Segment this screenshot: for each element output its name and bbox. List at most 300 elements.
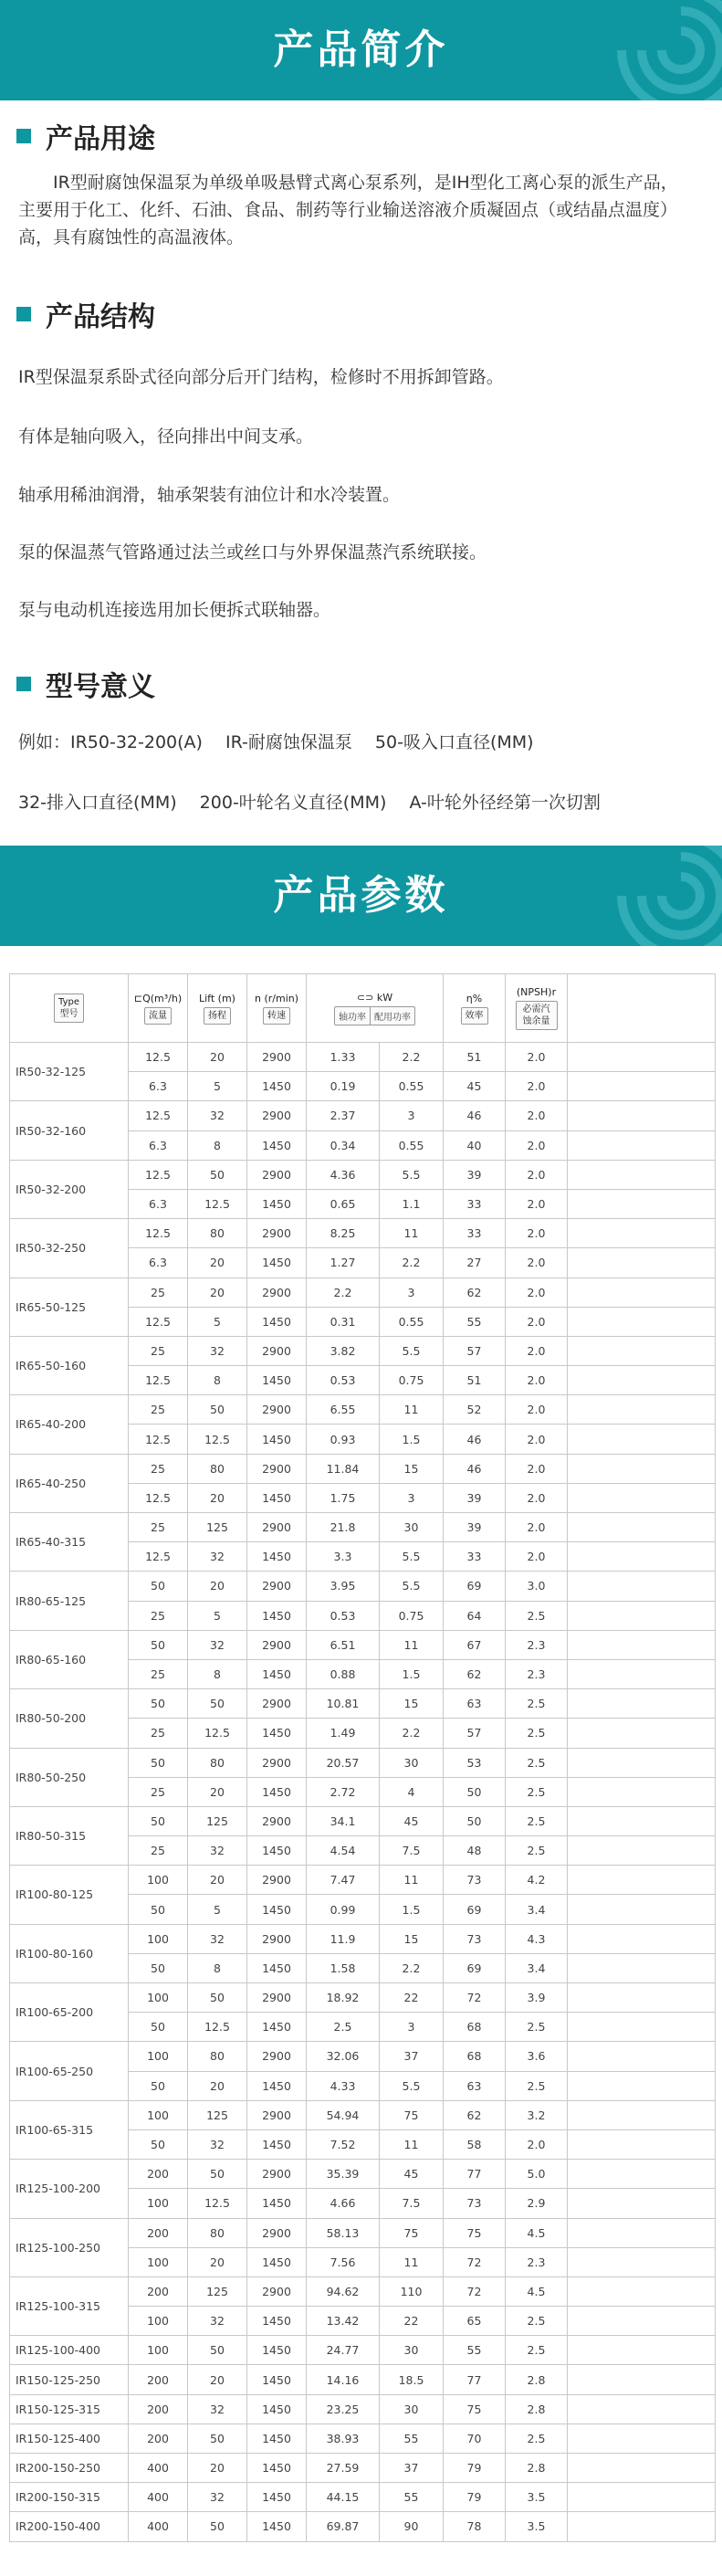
cell-lift: 12.5: [188, 1189, 247, 1218]
cell-speed: 2900: [247, 1160, 307, 1189]
cell-model: IR50-32-250: [10, 1219, 129, 1277]
cell-lift: 32: [188, 2483, 247, 2512]
table-row: [10, 1160, 716, 1189]
cell-speed: 1450: [247, 2189, 307, 2218]
cell-speed: 2900: [247, 1277, 307, 1307]
table-row: [10, 1806, 716, 1835]
cell-lift: 50: [188, 1689, 247, 1719]
cell-model: IR80-65-160: [10, 1630, 129, 1688]
cell-lift: 20: [188, 1483, 247, 1512]
cell-efficiency: 57: [444, 1719, 506, 1748]
cell-npsh: 2.8: [506, 2394, 568, 2424]
cell-shaft-power: 3.82: [307, 1336, 380, 1365]
cell-flow: 100: [129, 2042, 188, 2071]
cell-motor-power: 3: [380, 2013, 444, 2042]
header-flow-cn: 流量: [144, 1007, 172, 1025]
cell-speed: 1450: [247, 2512, 307, 2541]
cell-spacer: [568, 2042, 716, 2071]
cell-shaft-power: 4.66: [307, 2189, 380, 2218]
structure-line-1: IR型保温泵系卧式径向部分后开门结构，检修时不用拆卸管路。: [18, 367, 504, 387]
usage-line-2: 主要用于化工、化纤、石油、食品、制药等行业输送溶液介质凝固点（或结晶点温度）: [18, 200, 678, 220]
cell-speed: 1450: [247, 1189, 307, 1218]
cell-shaft-power: 8.25: [307, 1219, 380, 1248]
section-model-heading: [16, 668, 155, 703]
cell-spacer: [568, 1307, 716, 1336]
cell-motor-power: 22: [380, 1983, 444, 2013]
cell-spacer: [568, 1983, 716, 2013]
cell-shaft-power: 7.52: [307, 2129, 380, 2159]
cell-npsh: 3.2: [506, 2100, 568, 2129]
cell-npsh: 2.5: [506, 2336, 568, 2365]
cell-efficiency: 55: [444, 2336, 506, 2365]
cell-efficiency: 64: [444, 1601, 506, 1630]
cell-lift: 125: [188, 2276, 247, 2306]
cell-speed: 2900: [247, 1983, 307, 2013]
cell-motor-power: 18.5: [380, 2365, 444, 2394]
cell-motor-power: 90: [380, 2512, 444, 2541]
cell-efficiency: 73: [444, 2189, 506, 2218]
cell-lift: 20: [188, 1866, 247, 1895]
cell-flow: 400: [129, 2512, 188, 2541]
cell-lift: 32: [188, 1336, 247, 1365]
cell-speed: 2900: [247, 2042, 307, 2071]
cell-flow: 50: [129, 2129, 188, 2159]
cell-shaft-power: 20.57: [307, 1748, 380, 1777]
cell-lift: 32: [188, 1542, 247, 1572]
cell-model: IR125-100-200: [10, 2160, 129, 2218]
cell-lift: 50: [188, 1395, 247, 1425]
cell-speed: 2900: [247, 2218, 307, 2247]
cell-flow: 50: [129, 2071, 188, 2100]
cell-flow: 25: [129, 1836, 188, 1866]
cell-npsh: 2.0: [506, 1101, 568, 1130]
cell-efficiency: 45: [444, 1072, 506, 1101]
cell-npsh: 2.0: [506, 1483, 568, 1512]
cell-motor-power: 5.5: [380, 2071, 444, 2100]
cell-flow: 6.3: [129, 1189, 188, 1218]
cell-spacer: [568, 1101, 716, 1130]
cell-motor-power: 7.5: [380, 2189, 444, 2218]
header-efficiency: [444, 974, 506, 1043]
cell-model: IR200-150-400: [10, 2512, 129, 2541]
cell-lift: 5: [188, 1895, 247, 1924]
cell-spacer: [568, 1336, 716, 1365]
cell-flow: 200: [129, 2365, 188, 2394]
cell-spacer: [568, 1542, 716, 1572]
cell-motor-power: 2.2: [380, 1248, 444, 1277]
cell-model: IR80-50-250: [10, 1748, 129, 1806]
cell-motor-power: 2.2: [380, 1043, 444, 1072]
cell-spacer: [568, 1130, 716, 1160]
cell-npsh: 2.8: [506, 2454, 568, 2483]
cell-flow: 25: [129, 1659, 188, 1688]
cell-npsh: 2.0: [506, 1425, 568, 1454]
cell-lift: 20: [188, 1777, 247, 1806]
cell-speed: 2900: [247, 1866, 307, 1895]
cell-spacer: [568, 1454, 716, 1483]
table-row: [10, 2276, 716, 2306]
cell-shaft-power: 0.34: [307, 1130, 380, 1160]
cell-model: IR150-125-250: [10, 2365, 129, 2394]
cell-flow: 200: [129, 2424, 188, 2453]
cell-flow: 12.5: [129, 1425, 188, 1454]
cell-shaft-power: 35.39: [307, 2160, 380, 2189]
header-npsh: [506, 974, 568, 1043]
cell-speed: 1450: [247, 1307, 307, 1336]
banner-product-intro: [0, 0, 722, 100]
cell-flow: 50: [129, 1748, 188, 1777]
cell-npsh: 2.0: [506, 1454, 568, 1483]
cell-motor-power: 4: [380, 1777, 444, 1806]
cell-motor-power: 0.75: [380, 1601, 444, 1630]
cell-motor-power: 3: [380, 1277, 444, 1307]
cell-spacer: [568, 2424, 716, 2453]
cell-lift: 8: [188, 1953, 247, 1982]
cell-shaft-power: 2.5: [307, 2013, 380, 2042]
cell-shaft-power: 1.49: [307, 1719, 380, 1748]
cell-shaft-power: 0.53: [307, 1366, 380, 1395]
cell-motor-power: 55: [380, 2483, 444, 2512]
cell-flow: 12.5: [129, 1366, 188, 1395]
banner-product-params: [0, 846, 722, 946]
cell-speed: 2900: [247, 1572, 307, 1601]
cell-motor-power: 1.5: [380, 1425, 444, 1454]
cell-speed: 2900: [247, 1336, 307, 1365]
cell-spacer: [568, 2512, 716, 2541]
cell-shaft-power: 0.65: [307, 1189, 380, 1218]
cell-lift: 80: [188, 1454, 247, 1483]
cell-model: IR65-40-250: [10, 1454, 129, 1512]
cell-motor-power: 110: [380, 2276, 444, 2306]
cell-shaft-power: 24.77: [307, 2336, 380, 2365]
cell-npsh: 2.0: [506, 2129, 568, 2159]
cell-npsh: 2.5: [506, 1748, 568, 1777]
cell-npsh: 2.0: [506, 1542, 568, 1572]
cell-speed: 1450: [247, 2365, 307, 2394]
cell-flow: 25: [129, 1454, 188, 1483]
cell-spacer: [568, 1689, 716, 1719]
cell-npsh: 2.5: [506, 1806, 568, 1835]
cell-spacer: [568, 2218, 716, 2247]
cell-model: IR125-100-250: [10, 2218, 129, 2276]
cell-shaft-power: 0.31: [307, 1307, 380, 1336]
cell-speed: 1450: [247, 2454, 307, 2483]
cell-flow: 12.5: [129, 1043, 188, 1072]
cell-spacer: [568, 1953, 716, 1982]
header-type-en: Type: [58, 997, 79, 1007]
cell-spacer: [568, 2483, 716, 2512]
cell-flow: 12.5: [129, 1101, 188, 1130]
cell-flow: 50: [129, 1689, 188, 1719]
cell-motor-power: 30: [380, 1513, 444, 1542]
header-speed-cn: 转速: [263, 1007, 290, 1025]
table-row: [10, 2042, 716, 2071]
cell-spacer: [568, 1806, 716, 1835]
cell-model: IR100-80-125: [10, 1866, 129, 1924]
cell-spacer: [568, 1895, 716, 1924]
header-flow: [129, 974, 188, 1043]
cell-model: IR150-125-400: [10, 2424, 129, 2453]
cell-shaft-power: 32.06: [307, 2042, 380, 2071]
cell-npsh: 2.0: [506, 1513, 568, 1542]
cell-speed: 1450: [247, 2247, 307, 2276]
table-row: [10, 2160, 716, 2189]
cell-shaft-power: 13.42: [307, 2307, 380, 2336]
table-row: [10, 1866, 716, 1895]
cell-model: IR65-40-200: [10, 1395, 129, 1454]
cell-speed: 1450: [247, 1483, 307, 1512]
cell-spacer: [568, 1924, 716, 1953]
parameter-table: [9, 973, 716, 2542]
cell-spacer: [568, 1719, 716, 1748]
table-row: [10, 2424, 716, 2453]
cell-model: IR65-50-160: [10, 1336, 129, 1394]
cell-shaft-power: 94.62: [307, 2276, 380, 2306]
cell-npsh: 2.5: [506, 2424, 568, 2453]
cell-spacer: [568, 1160, 716, 1189]
cell-motor-power: 11: [380, 2247, 444, 2276]
cell-efficiency: 62: [444, 1659, 506, 1688]
cell-efficiency: 67: [444, 1630, 506, 1659]
cell-speed: 2900: [247, 1454, 307, 1483]
cell-efficiency: 33: [444, 1189, 506, 1218]
cell-efficiency: 69: [444, 1953, 506, 1982]
cell-flow: 100: [129, 2336, 188, 2365]
cell-model: IR200-150-315: [10, 2483, 129, 2512]
cell-npsh: 2.5: [506, 1719, 568, 1748]
cell-spacer: [568, 1277, 716, 1307]
cell-shaft-power: 23.25: [307, 2394, 380, 2424]
table-row: [10, 2483, 716, 2512]
cell-npsh: 2.3: [506, 1659, 568, 1688]
cell-efficiency: 50: [444, 1806, 506, 1835]
cell-model: IR80-65-125: [10, 1572, 129, 1630]
table-row: [10, 2218, 716, 2247]
cell-shaft-power: 27.59: [307, 2454, 380, 2483]
cell-efficiency: 79: [444, 2454, 506, 2483]
cell-motor-power: 5.5: [380, 1542, 444, 1572]
cell-flow: 25: [129, 1719, 188, 1748]
cell-lift: 20: [188, 2071, 247, 2100]
cell-npsh: 3.4: [506, 1953, 568, 1982]
header-power-sym: kW: [376, 991, 393, 1004]
cell-flow: 25: [129, 1395, 188, 1425]
cell-flow: 100: [129, 1924, 188, 1953]
cell-shaft-power: 21.8: [307, 1513, 380, 1542]
header-type-cn: 型号: [59, 1009, 78, 1019]
cell-spacer: [568, 1513, 716, 1542]
cell-lift: 20: [188, 1248, 247, 1277]
cell-motor-power: 75: [380, 2218, 444, 2247]
cell-lift: 5: [188, 1601, 247, 1630]
cell-model: IR80-50-200: [10, 1689, 129, 1748]
cell-flow: 12.5: [129, 1483, 188, 1512]
cell-npsh: 2.9: [506, 2189, 568, 2218]
table-row: [10, 2512, 716, 2541]
cell-npsh: 4.5: [506, 2276, 568, 2306]
cell-speed: 2900: [247, 1748, 307, 1777]
structure-line-4: 泵的保温蒸气管路通过法兰或丝口与外界保温蒸汽系统联接。: [18, 542, 487, 563]
cell-lift: 50: [188, 1983, 247, 2013]
cell-flow: 6.3: [129, 1072, 188, 1101]
cell-spacer: [568, 1659, 716, 1688]
cell-efficiency: 39: [444, 1483, 506, 1512]
table-row: [10, 2365, 716, 2394]
cell-lift: 8: [188, 1366, 247, 1395]
structure-line-2: 有体是轴向吸入，径向排出中间支承。: [18, 426, 314, 447]
cell-npsh: 2.0: [506, 1072, 568, 1101]
cell-npsh: 5.0: [506, 2160, 568, 2189]
cell-spacer: [568, 1748, 716, 1777]
cell-motor-power: 15: [380, 1924, 444, 1953]
cell-shaft-power: 4.54: [307, 1836, 380, 1866]
swirl-logo-icon: [603, 846, 722, 946]
cell-flow: 200: [129, 2394, 188, 2424]
cell-spacer: [568, 2100, 716, 2129]
cell-shaft-power: 2.37: [307, 1101, 380, 1130]
cell-efficiency: 58: [444, 2129, 506, 2159]
cell-lift: 50: [188, 2336, 247, 2365]
cell-lift: 125: [188, 1806, 247, 1835]
cell-efficiency: 72: [444, 2247, 506, 2276]
cell-spacer: [568, 1248, 716, 1277]
cell-flow: 200: [129, 2160, 188, 2189]
cell-npsh: 2.0: [506, 1395, 568, 1425]
usage-line-1: IR型耐腐蚀保温泵为单级单吸悬臂式离心泵系列，是IH型化工离心泵的派生产品，: [53, 173, 678, 193]
cell-motor-power: 11: [380, 1866, 444, 1895]
cell-speed: 1450: [247, 1719, 307, 1748]
cell-speed: 1450: [247, 1425, 307, 1454]
cell-shaft-power: 18.92: [307, 1983, 380, 2013]
cell-npsh: 2.0: [506, 1189, 568, 1218]
cell-lift: 50: [188, 2424, 247, 2453]
cell-lift: 12.5: [188, 1425, 247, 1454]
cell-flow: 200: [129, 2218, 188, 2247]
table-row: [10, 2336, 716, 2365]
cell-shaft-power: 3.95: [307, 1572, 380, 1601]
cell-speed: 1450: [247, 1072, 307, 1101]
cell-speed: 1450: [247, 1836, 307, 1866]
cell-spacer: [568, 1601, 716, 1630]
cell-npsh: 2.3: [506, 1630, 568, 1659]
cell-flow: 25: [129, 1777, 188, 1806]
cell-spacer: [568, 2189, 716, 2218]
cell-speed: 2900: [247, 1513, 307, 1542]
cell-spacer: [568, 2071, 716, 2100]
cell-npsh: 2.0: [506, 1336, 568, 1365]
cell-lift: 80: [188, 1748, 247, 1777]
cell-efficiency: 78: [444, 2512, 506, 2541]
cell-spacer: [568, 1072, 716, 1101]
cell-npsh: 2.0: [506, 1219, 568, 1248]
section-usage-heading: [16, 120, 155, 155]
cell-motor-power: 1.5: [380, 1659, 444, 1688]
cell-npsh: 3.0: [506, 1572, 568, 1601]
cell-shaft-power: 0.93: [307, 1425, 380, 1454]
flow-meter-icon: ⊏: [133, 992, 143, 1004]
cell-lift: 12.5: [188, 1719, 247, 1748]
cell-model: IR100-65-200: [10, 1983, 129, 2042]
cell-shaft-power: 1.75: [307, 1483, 380, 1512]
cell-npsh: 2.0: [506, 1248, 568, 1277]
cell-spacer: [568, 1425, 716, 1454]
cell-efficiency: 72: [444, 2276, 506, 2306]
cell-shaft-power: 0.99: [307, 1895, 380, 1924]
cell-spacer: [568, 2276, 716, 2306]
cell-shaft-power: 4.33: [307, 2071, 380, 2100]
cell-speed: 1450: [247, 2307, 307, 2336]
cell-flow: 25: [129, 1277, 188, 1307]
cell-lift: 20: [188, 2454, 247, 2483]
efficiency-curve-icon: η%: [466, 992, 483, 1004]
cell-efficiency: 77: [444, 2365, 506, 2394]
cell-efficiency: 79: [444, 2483, 506, 2512]
table-row: [10, 1748, 716, 1777]
cell-speed: 1450: [247, 1777, 307, 1806]
cell-motor-power: 30: [380, 2394, 444, 2424]
cell-npsh: 2.0: [506, 1043, 568, 1072]
section-title: 产品结构: [46, 301, 155, 333]
cell-motor-power: 55: [380, 2424, 444, 2453]
cell-motor-power: 5.5: [380, 1160, 444, 1189]
cell-lift: 8: [188, 1659, 247, 1688]
cell-efficiency: 48: [444, 1836, 506, 1866]
table-row: [10, 2100, 716, 2129]
cell-lift: 12.5: [188, 2013, 247, 2042]
cell-spacer: [568, 1483, 716, 1512]
cell-lift: 20: [188, 2365, 247, 2394]
cell-flow: 12.5: [129, 1542, 188, 1572]
cell-motor-power: 11: [380, 1630, 444, 1659]
cell-speed: 1450: [247, 2336, 307, 2365]
cell-npsh: 2.8: [506, 2365, 568, 2394]
cell-motor-power: 7.5: [380, 1836, 444, 1866]
cell-efficiency: 73: [444, 1924, 506, 1953]
cell-motor-power: 1.1: [380, 1189, 444, 1218]
cell-npsh: 2.5: [506, 2013, 568, 2042]
cell-shaft-power: 6.51: [307, 1630, 380, 1659]
cell-shaft-power: 44.15: [307, 2483, 380, 2512]
cell-efficiency: 55: [444, 1307, 506, 1336]
cell-spacer: [568, 2160, 716, 2189]
table-row: [10, 1572, 716, 1601]
cell-flow: 6.3: [129, 1130, 188, 1160]
cell-model: IR65-40-315: [10, 1513, 129, 1572]
cell-efficiency: 39: [444, 1160, 506, 1189]
cell-shaft-power: 58.13: [307, 2218, 380, 2247]
cell-flow: 6.3: [129, 1248, 188, 1277]
cell-model: IR80-50-315: [10, 1806, 129, 1865]
cell-spacer: [568, 2394, 716, 2424]
cell-spacer: [568, 1777, 716, 1806]
cell-lift: 32: [188, 2394, 247, 2424]
header-npsh-cn: 必需汽蚀余量: [516, 1001, 558, 1030]
banner-title: 产品参数: [273, 872, 449, 919]
cell-efficiency: 69: [444, 1895, 506, 1924]
cell-lift: 32: [188, 1101, 247, 1130]
usage-line-3: 高，具有腐蚀性的高温液体。: [18, 227, 245, 247]
cell-lift: 50: [188, 2512, 247, 2541]
cell-motor-power: 3: [380, 1101, 444, 1130]
cell-npsh: 3.4: [506, 1895, 568, 1924]
header-spacer: [568, 974, 716, 1043]
cell-efficiency: 65: [444, 2307, 506, 2336]
cell-flow: 400: [129, 2483, 188, 2512]
header-npsh-sym: (NPSH)r: [516, 986, 557, 998]
cell-flow: 100: [129, 2189, 188, 2218]
model-line-1: 例如：IR50-32-200(A) IR-耐腐蚀保温泵 50-吸入口直径(MM): [18, 732, 534, 752]
cell-efficiency: 50: [444, 1777, 506, 1806]
